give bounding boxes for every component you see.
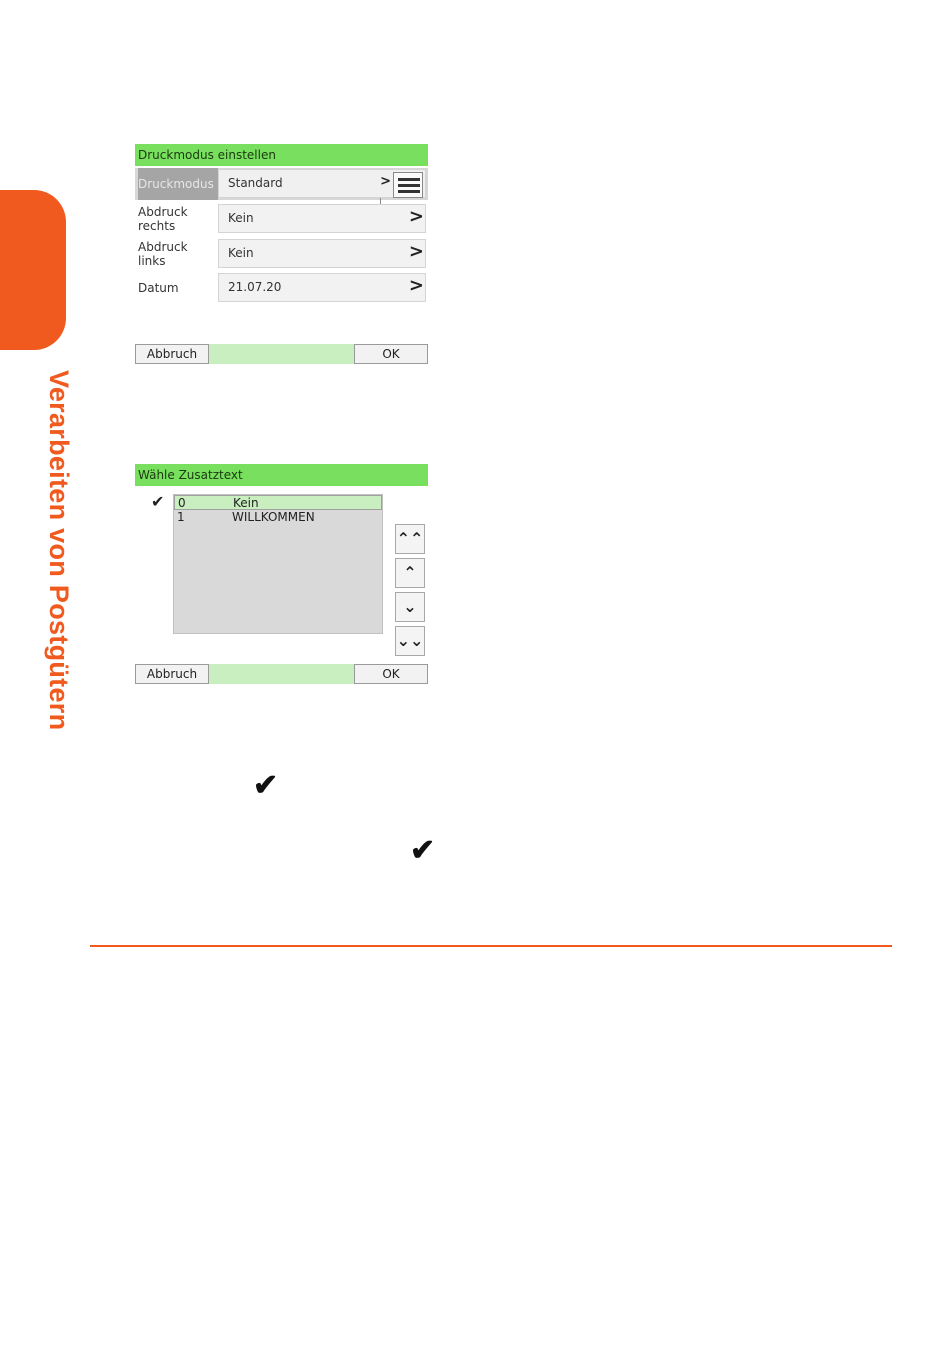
chevron-right-icon: >: [380, 174, 391, 189]
item-number: 1: [177, 510, 185, 524]
list-item[interactable]: [174, 510, 382, 525]
chevron-right-icon: >: [408, 206, 424, 227]
bottom-bar: [135, 344, 428, 364]
print-mode-screen: [135, 144, 428, 364]
ok-button[interactable]: OK: [354, 664, 428, 684]
row-label: Abdruck links: [138, 240, 188, 268]
check-icon: ✔: [410, 834, 436, 867]
row-value: Kein: [218, 204, 426, 233]
bottom-bar: [135, 664, 428, 684]
scroll-first-button[interactable]: [395, 524, 425, 554]
cancel-button[interactable]: Abbruch: [135, 664, 209, 684]
ok-button[interactable]: OK: [354, 344, 428, 364]
row-date[interactable]: [135, 272, 428, 304]
row-print-left[interactable]: [135, 238, 428, 270]
chapter-title: Verarbeiten von Postgütern: [44, 370, 74, 731]
row-label: Druckmodus: [138, 168, 218, 200]
row-print-mode[interactable]: [135, 168, 428, 200]
row-label: Datum: [138, 281, 179, 295]
row-label: Abdruck rechts: [138, 205, 188, 233]
chevron-right-icon: >: [408, 275, 424, 296]
hamburger-menu-icon[interactable]: [393, 172, 423, 198]
scroll-last-button[interactable]: [395, 626, 425, 656]
row-print-right[interactable]: [135, 203, 428, 235]
text-list: [173, 494, 383, 634]
item-number: 0: [178, 496, 186, 510]
choose-text-screen: [135, 464, 428, 684]
chevron-right-icon: >: [408, 241, 424, 262]
item-text: Kein: [233, 496, 259, 510]
chevron-up-icon: ⌃: [403, 563, 417, 582]
scroll-up-button[interactable]: [395, 558, 425, 588]
list-item[interactable]: [174, 495, 382, 510]
section-divider: [90, 945, 892, 947]
scroll-down-button[interactable]: [395, 592, 425, 622]
screen-title: Druckmodus einstellen: [135, 144, 428, 166]
cancel-button[interactable]: Abbruch: [135, 344, 209, 364]
check-icon: ✔: [151, 492, 165, 511]
item-text: WILLKOMMEN: [232, 510, 315, 524]
chapter-tab: [0, 190, 66, 350]
double-chevron-down-icon: ⌄⌄: [396, 631, 424, 650]
double-chevron-up-icon: ⌃⌃: [396, 529, 424, 548]
check-icon: ✔: [253, 769, 279, 802]
row-value: Standard: [218, 169, 426, 198]
screen-title: Wähle Zusatztext: [135, 464, 428, 486]
row-value: Kein: [218, 239, 426, 268]
chevron-down-icon: ⌄: [403, 597, 417, 616]
row-value: 21.07.20: [218, 273, 426, 302]
